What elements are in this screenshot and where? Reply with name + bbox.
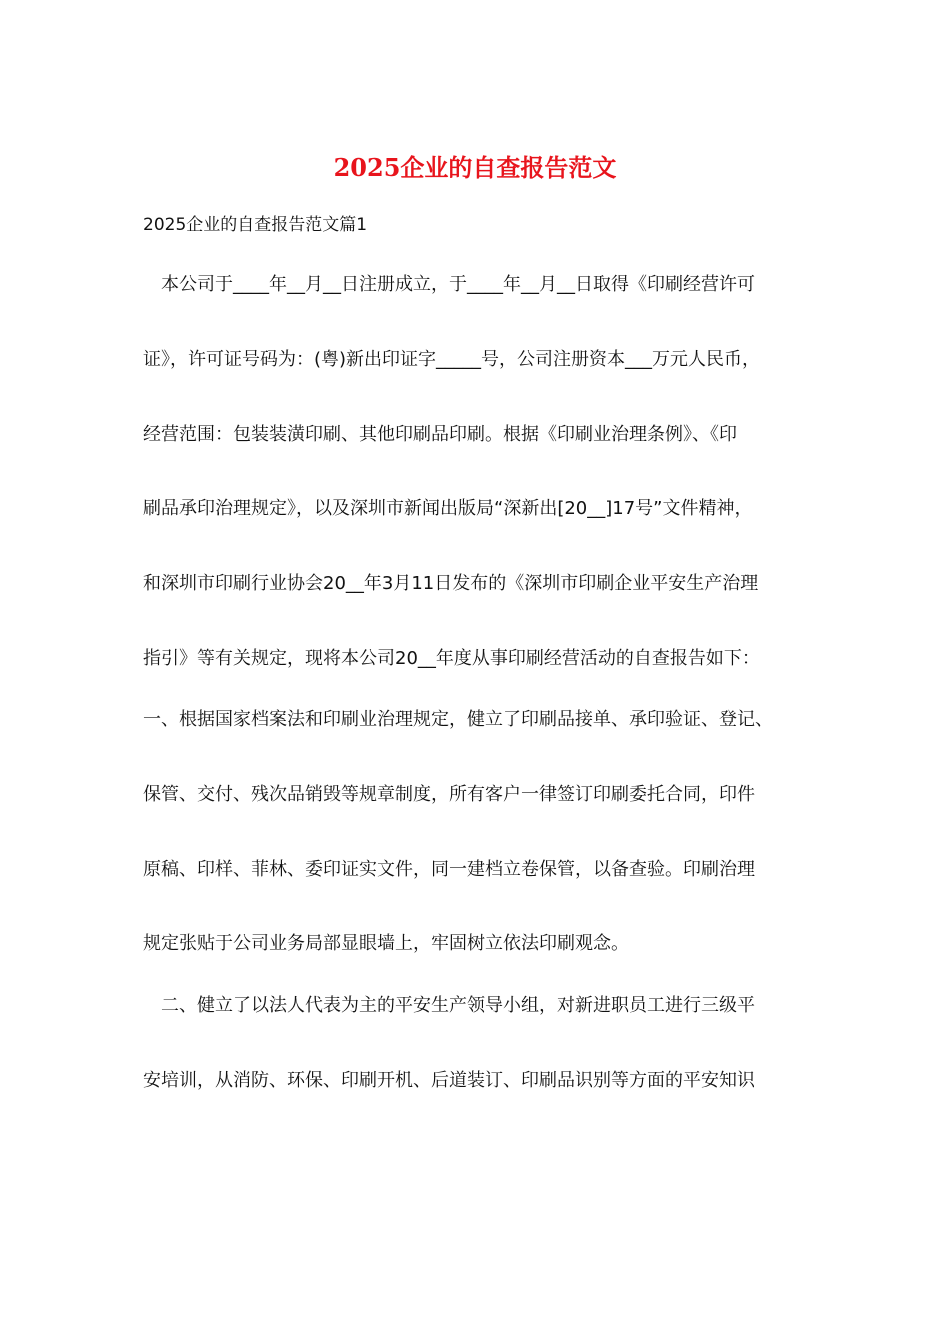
document-title: 2025企业的自查报告范文 xyxy=(333,153,617,182)
body-line: 经营范围：包装装潢印刷、其他印刷品印刷。根据《印刷业治理条例》、《印 xyxy=(143,424,737,445)
body-line: 一、根据国家档案法和印刷业治理规定，健立了印刷品接单、承印验证、登记、 xyxy=(143,709,773,730)
body-line: 规定张贴于公司业务局部显眼墙上，牢固树立依法印刷观念。 xyxy=(143,933,629,954)
body-line: 安培训，从消防、环保、印刷开机、后道装订、印刷品识别等方面的平安知识 xyxy=(143,1070,755,1091)
section-subtitle: 2025企业的自查报告范文篇1 xyxy=(143,215,368,235)
body-line: 和深圳市印刷行业协会20__年3月11日发布的《深圳市印刷企业平安生产治理 xyxy=(143,573,759,594)
body-line: 二、健立了以法人代表为主的平安生产领导小组，对新进职员工进行三级平 xyxy=(143,995,755,1016)
body-line: 证》，许可证号码为：(粤)新出印证字_____号，公司注册资本___万元人民币， xyxy=(143,349,761,370)
body-line: 保管、交付、残次品销毁等规章制度，所有客户一律签订印刷委托合同，印件 xyxy=(143,784,755,805)
body-line: 本公司于____年__月__日注册成立，于____年__月__日取得《印刷经营许可 xyxy=(143,274,755,295)
body-line: 刷品承印治理规定》，以及深圳市新闻出版局“深新出[20__]17号”文件精神， xyxy=(143,498,753,519)
body-line: 指引》等有关规定，现将本公司20__年度从事印刷经营活动的自查报告如下： xyxy=(143,648,760,669)
body-line: 原稿、印样、菲林、委印证实文件，同一建档立卷保管，以备查验。印刷治理 xyxy=(143,859,755,880)
